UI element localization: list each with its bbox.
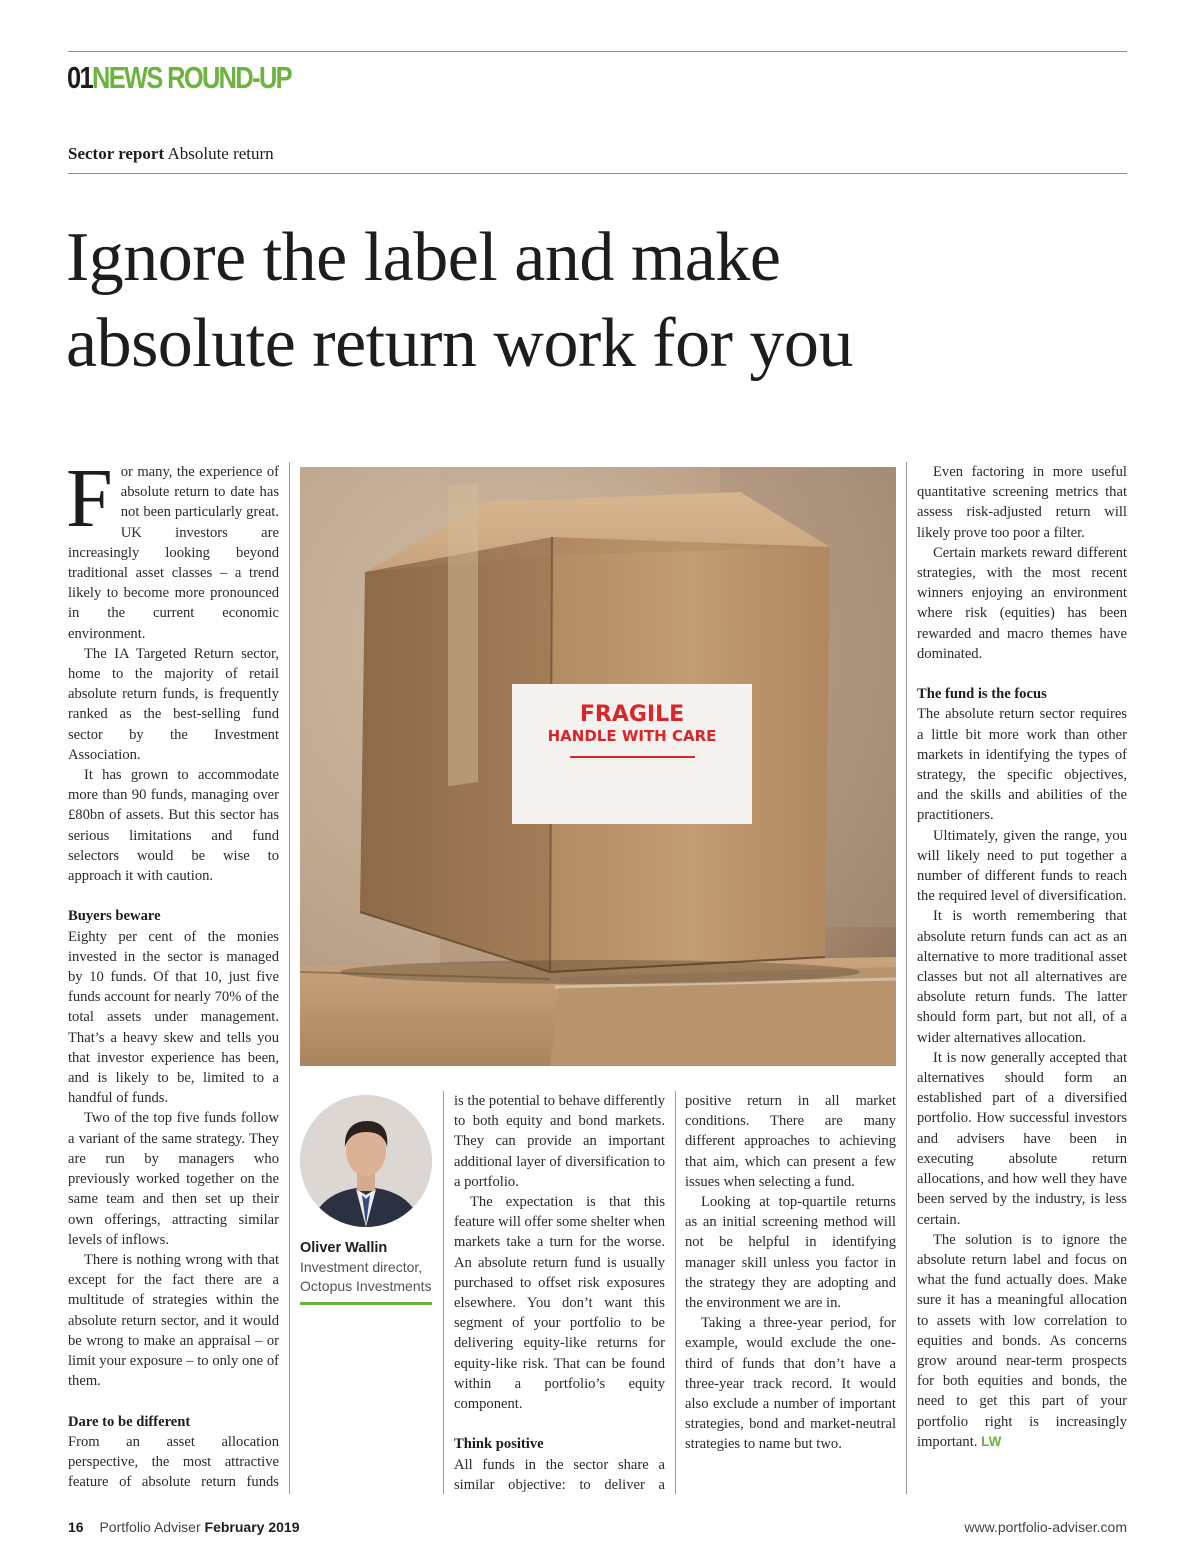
kicker-label: Sector report [68, 144, 165, 163]
paragraph: Two of the top five funds follow a variant of the same strategy. They are run by managers who previously worked together on the same team and then set up their own offerings, attracting similar levels of inflows. [68, 1110, 279, 1248]
paragraph: Taking a three-year period, for example, would exclude the one-third of funds that don’t have a three-year track record. It would also exclude a number of important strategies, bond and market-neutral strategies to name but two. [685, 1315, 896, 1453]
article-column-1 [66, 452, 279, 1492]
author-initials-signoff: LW [981, 1433, 1002, 1449]
kicker-rule [68, 173, 1127, 174]
paragraph: Looking at top-quartile returns as an initial screening method will not be helpful in identifying manager skill unless you factor in the strategy they are adopting and the environment we are in. [685, 1194, 896, 1312]
page-footer-left [68, 1517, 299, 1537]
paragraph: Certain markets reward different strategies, with the most recent winners enjoying an environment where risk (equities) has been rewarded and macro themes have dominated. [917, 544, 1127, 662]
headline-line-1: Ignore the label and make [66, 219, 781, 296]
fragile-label-line-2: HANDLE WITH CARE [547, 727, 717, 745]
paragraph: It is worth remembering that absolute return funds can act as an alternative to more traditional asset classes but not all alternatives are absolute return funds. The latter should form part, but not all, of a wider alternatives allocation. [917, 908, 1127, 1046]
drop-cap: F [66, 452, 113, 545]
paragraph: positive return in all market conditions. There are many different approaches to achieving that aim, which can present a few issues when selecting a fund. [685, 1093, 896, 1190]
paragraph: The expectation is that this feature will offer some shelter when markets take a turn for the worse. An absolute return fund is usually purchased to offset risk exposures elsewhere. You don’t want this segment of your portfolio to be delivering equity-like returns for equity-like risk. That can be found within a portfolio’s equity component. [454, 1194, 665, 1413]
subheading-think-positive: Think positive [454, 1436, 544, 1453]
author-avatar [300, 1095, 432, 1227]
paragraph: The IA Targeted Return sector, home to the majority of retail absolute return funds, is frequently ranked as the best-selling fund sector by the Investment Association. [68, 645, 279, 763]
paragraph: The solution is to ignore the absolute return label and focus on what the fund actually does. Make sure it has a meaningful allocation to assets with low correlation to equities and bonds. As concerns grow around near-term prospects for both equities and bonds, the need to get this part of your portfolio right is increasingly important. LW [917, 1231, 1127, 1450]
paragraph: is the potential to behave differently to both equity and bond markets. They can provide an important additional layer of diversification to a portfolio. [454, 1093, 665, 1190]
paragraph: Even factoring in more useful quantitative screening metrics that assess risk-adjusted return will likely prove too poor a filter. [917, 464, 1127, 541]
headline-line-2: absolute return work for you [66, 305, 853, 382]
column-divider [675, 1091, 676, 1494]
fragile-box-photo [300, 467, 896, 1066]
paragraph: The absolute return sector requires a little bit more work than other markets in identifying the types of strategy, the specific objectives, and the skills and abilities of the practitioners. [917, 706, 1127, 824]
paragraph: It is now generally accepted that alternatives should form an established part of a diversified portfolio. How successful investors and advisers have been in executing absolute return allocations, and how well they have been served by the industry, is less certain. [917, 1049, 1127, 1228]
section-header [67, 58, 291, 98]
author-role: Investment director, Octopus Investments [300, 1259, 432, 1294]
article-headline [66, 215, 1136, 387]
column-divider [443, 1091, 444, 1494]
paragraph: It has grown to accommodate more than 90 funds, managing over £80bn of assets. But this sector has serious limitations and fund selectors would be wise to approach it with caution. [68, 767, 279, 885]
issue-date: February 2019 [204, 1519, 300, 1535]
fragile-label-line-1: FRAGILE [579, 702, 685, 727]
byline-accent-bar [300, 1302, 432, 1305]
subheading-dare-to-be-different: Dare to be different [68, 1413, 191, 1430]
article-column-4 [917, 462, 1127, 1452]
column-divider [289, 462, 290, 1494]
paragraph: From an asset allocation perspective, the most attractive feature of absolute return funds [68, 1433, 279, 1491]
article-column-3 [685, 1091, 896, 1455]
page-number: 16 [68, 1519, 84, 1535]
author-byline [300, 1238, 435, 1305]
publication-name: Portfolio Adviser [99, 1519, 201, 1535]
website-url: www.portfolio-adviser.com [964, 1519, 1127, 1535]
section-number: 01 [67, 60, 92, 95]
column-divider [906, 462, 907, 1494]
paragraph: Eighty per cent of the monies invested in the sector is managed by 10 funds. Of that 10, just five funds account for nearly 70% of the total assets under management. That’s a heavy skew and tells you that investor experience has been, and is likely to be, limited to a handful of funds. [68, 928, 279, 1107]
author-name: Oliver Wallin [300, 1240, 388, 1256]
subheading-fund-is-the-focus: The fund is the focus [917, 686, 1047, 703]
paragraph: For many, the experience of absolute return to date has not been particularly great. UK investors are increasingly looking beyond traditional asset classes – a trend likely to become more pronounced in the current economic environment. [66, 452, 279, 642]
kicker-topic: Absolute return [167, 144, 274, 163]
sector-kicker [68, 143, 274, 165]
paragraph: Ultimately, given the range, you will likely need to put together a number of different funds to reach the required level of diversification. [917, 827, 1127, 905]
subheading-buyers-beware: Buyers beware [68, 908, 161, 925]
section-name: NEWS ROUND-UP [91, 60, 291, 95]
paragraph: All funds in the sector share a similar objective: to deliver a [454, 1456, 665, 1493]
article-column-2 [454, 1091, 665, 1495]
paragraph: There is nothing wrong with that except for the fact there are a multitude of strategies within the absolute return sector, and it would be wrong to make an appraisal – or limit your exposure – to only one of them. [68, 1251, 279, 1390]
top-rule [68, 51, 1127, 52]
